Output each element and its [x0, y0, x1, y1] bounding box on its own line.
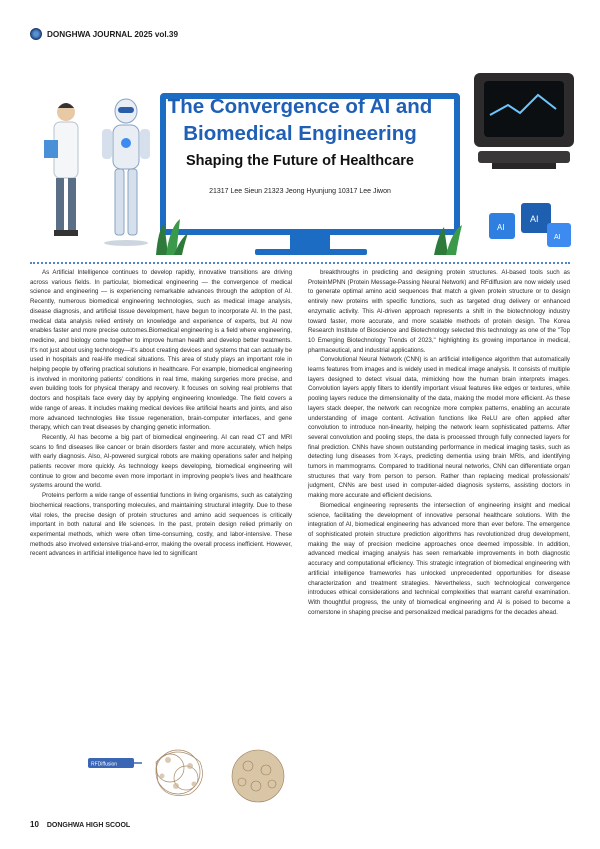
page-footer: [30, 820, 130, 829]
article-authors: 21317 Lee Sieun 21323 Jeong Hyunjung 10317 Lee Jiwon: [209, 188, 391, 195]
protein-structure-icon: [30, 742, 292, 810]
paragraph: breakthroughs in predicting and designing protein structures. AI-based tools such as ProteinMPNN (Protein Message-Passing Neural Network) and RFdiffusion are now widely used to generate optimal amino acid sequences that match a given protein structure or to design entirely new proteins with specific functions, such as targeted drug delivery or enhanced enzymatic activity. This AI-driven approach represents a shift in the biotechnology industry toward faster, more accurate, and more scalable methods of protein design. The Korea Research Institute of Bioscience and Biotechnology selected this technology as one of the "Top 10 Emerging Biotechnology Trends of 2023," highlighting its growing importance in medical, pharmaceutical, and industrial applications.: [308, 269, 570, 354]
retro-computer-icon: [468, 65, 586, 175]
svg-text:AI: AI: [530, 214, 539, 224]
ai-chip-icon: [485, 195, 575, 255]
journal-title: DONGHWA JOURNAL 2025 vol.39: [47, 29, 179, 39]
paragraph: Proteins perform a wide range of essential functions in living organisms, such as catalyzing biochemical reactions, transporting molecules, and maintaining structural integrity. Due to these vital roles, the precise design of protein structures and amino acid sequences is critically important in both natural and life sciences. In the past, protein design relied primarily on experimental methods, which were often time-consuming, costly, and labor-intensive. These methods also involved extensive trial-and-error, making the overall process inefficient. However, recent advances in artificial intelligence have led to significant: [30, 492, 292, 558]
article-subtitle: Shaping the Future of Healthcare: [186, 153, 414, 169]
figure-label: RFDiffusion: [91, 761, 118, 768]
svg-text:AI: AI: [554, 234, 561, 241]
paragraph: Recently, AI has become a big part of biomedical engineering. AI can read CT and MRI scans to find diseases like cancer or brain disorders faster and more accurately, which helps with early diagnosis. Also, AI-powered surgical robots are making operations safer and helping patients recover more quickly. As technology keeps developing, biomedical engineering will continue to grow and become even more important in improving people's lives and healthcare systems around the world.: [30, 433, 292, 490]
plant-left-icon: [150, 217, 190, 255]
body-column-left: [30, 268, 292, 559]
protein-figure: [30, 742, 292, 810]
paragraph: Convolutional Neural Network (CNN) is an artificial intelligence algorithm that automatically learns features from images and is widely used in medical image analysis. It consists of multiple layers designed to detect visual data, mimicking how the human brain interprets images. Convolution layers apply filters to identify important visual features like edges or textures, while pooling layers reduce the dimensionality of the data, making the model more efficient. As these layers stack deeper, the network can recognize more complex patterns, enabling an accurate understanding of image content. Activation functions like ReLU are often applied after convolution to introduce non-linearity, helping the network learn sophisticated patterns. After several convolution and pooling steps, the data is processed through fully connected layers for final prediction. CNNs have shown outstanding performance in medical imaging tasks, such as detecting lung diseases from X-rays, predicting dementia using brain MRIs, and identifying tumors in mammograms. Compared to traditional neural networks, CNN can differentiate organ structures that vary from person to person. Rather than replacing medical professionals' judgment, CNNs are best used in computer-aided diagnosis systems, assisting doctors in making more accurate and efficient decisions.: [308, 356, 570, 500]
svg-text:AI: AI: [497, 223, 505, 232]
paragraph: Biomedical engineering represents the intersection of engineering insight and medical science, facilitating the development of innovative personal healthcare solutions. With the integration of AI, biomedical engineering has advanced more than ever before. The emergence of sophisticated protein structure prediction algorithms has revolutionized drug development, making the way of precision medicine approaches once deemed impossible. In addition, advanced medical imaging analysis has seen remarkable improvements in both diagnostic accuracy and computational efficiency. This strategic integration of biomedical engineering with artificial intelligence frameworks has unlocked unprecedented opportunities for disease characterization and treatment strategies. Nevertheless, such technological convergence introduces ethical considerations and technical complexities that warrant careful examination. With thoughtful progress, the unity of biomedical engineering and AI is poised to become a cornerstone in shaping precise and personalized medical paradigms for the decades ahead.: [308, 501, 570, 616]
paragraph: As Artificial Intelligence continues to develop rapidly, innovative transitions are driving across various fields. In particular, biomedical engineering — the convergence of medical science and engineering — is experiencing remarkable advances through the adoption of AI. Recently, numerous biomedical engineering technologies, such as medical image analysis, disease diagnosis, and artificial tissue development, have begun to incorporate AI. In the past, medical data analysis relied entirely on knowledge and experience of experts, but AI now enables faster and more precise outcomes.Biomedical engineering is a field where engineering, medicine, and biology come together to improve human health and develop better treatments. It's not just about using technology—it's about creating devices and systems that can actually be used in hospitals and real-life medical situations. This area of study plays an important role in helping people by offering practical solutions in healthcare. For example, biomedical engineering is involved in monitoring patients' conditions in real time, making surgeries more precise, and even building tools for physical therapy and recovery. It focuses on solving real problems that doctors and hospitals face every day by applying engineering knowledge. The field covers a wide range of areas. It includes making medical devices like artificial hearts and joints, and also more advanced technologies like tissue regeneration, brain-computer interfaces, and gene therapy, which can treat diseases by changing genetic information.: [30, 269, 292, 432]
section-divider: [30, 262, 570, 264]
title-line-2: Biomedical Engineering: [183, 122, 417, 145]
monitor-base: [255, 249, 367, 255]
hero-banner: [0, 45, 600, 255]
plant-right-icon: [430, 223, 470, 255]
title-line-1: The Convergence of AI and: [167, 95, 433, 118]
page-number: 10: [30, 820, 39, 829]
school-logo-icon: [30, 28, 42, 40]
footer-school: DONGHWA HIGH SCOOL: [46, 822, 131, 829]
journal-header: [30, 28, 178, 40]
body-column-right: [308, 268, 570, 617]
